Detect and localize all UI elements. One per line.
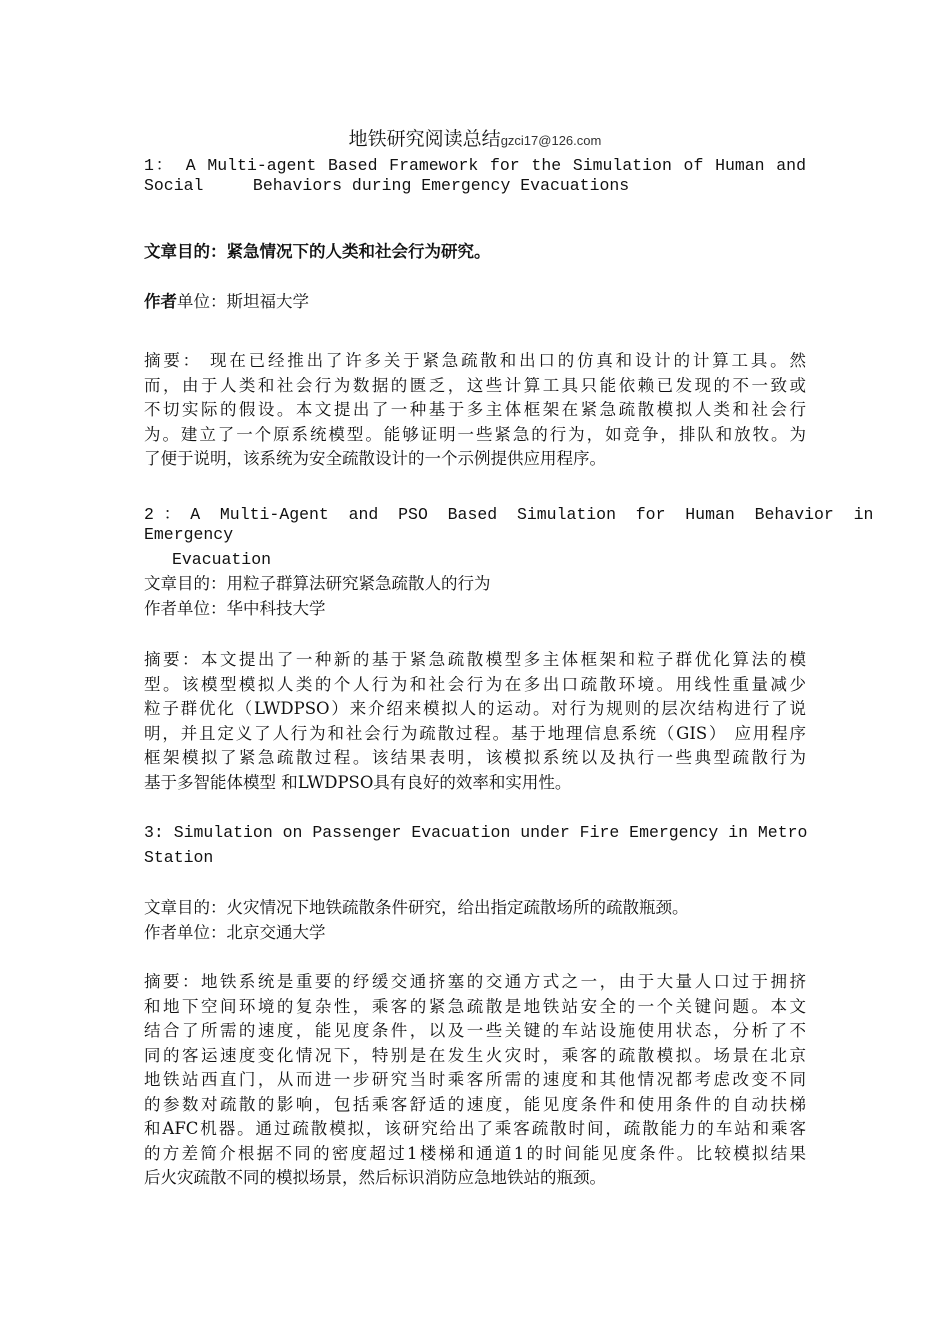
abstract-line: 而，由于人类和社会行为数据的匮乏，这些计算工具只能依赖已发现的不一致或 xyxy=(144,375,806,395)
abstract-line: 框架模拟了紧急疏散过程。该结果表明，该模拟系统以及执行一些典型疏散行为 xyxy=(144,748,806,767)
abstract-line: 型。该模型模拟人类的个人行为和社会行为在多出口疏散环境。用线性重量减少 xyxy=(144,674,806,694)
paper1-heading-line2: Social Behaviors during Emergency Evacuations xyxy=(144,176,630,195)
abstract-line: 同的客运速度变化情况下，特别是在发生火灾时，乘客的疏散模拟。场景在北京 xyxy=(144,1045,806,1065)
title-text: 地铁研究阅读总结 xyxy=(348,128,501,150)
abstract-line: 为。建立了一个原系统模型。能够证明一些紧急的行为，如竞争，排队和放牧。为 xyxy=(144,424,806,444)
abstract-line: 明，并且定义了人行为和社会行为疏散过程。基于地理信息系统（GIS） 应用程序 xyxy=(144,723,806,743)
abstract-line: 了便于说明，该系统为安全疏散设计的一个示例提供应用程序。 xyxy=(144,449,606,468)
abstract-line: 后火灾疏散不同的模拟场景，然后标识消防应急地铁站的瓶颈。 xyxy=(144,1168,606,1187)
abstract-line: 结合了所需的速度，能见度条件，以及一些关键的车站设施使用状态，分析了不 xyxy=(144,1021,806,1040)
paper1-abstract xyxy=(144,349,806,472)
paper1-author xyxy=(144,288,806,312)
abstract-line: 和地下空间环境的复杂性，乘客的紧急疏散是地铁站安全的一个关键问题。本文 xyxy=(144,996,806,1016)
paper1-purpose: 文章目的：紧急情况下的人类和社会行为研究。 xyxy=(144,242,491,261)
paper3-author: 作者单位：北京交通大学 xyxy=(144,923,326,942)
paper1-author-label: 作者 xyxy=(144,292,177,311)
paper1-heading-line1: 1： A Multi-agent Based Framework for the Simulation of Human and xyxy=(144,156,806,175)
paper3-heading-line1: 3: Simulation on Passenger Evacuation under Fire Emergency in Metro xyxy=(144,823,808,842)
abstract-line: 的参数对疏散的影响，包括乘客舒适的速度，能见度条件和使用条件的自动扶梯 xyxy=(144,1094,806,1114)
paper3-purpose: 文章目的：火灾情况下地铁疏散条件研究，给出指定疏散场所的疏散瓶颈。 xyxy=(144,898,689,917)
paper2-heading-line2: Emergency xyxy=(144,525,234,544)
abstract-line: 摘要： 现在已经推出了许多关于紧急疏散和出口的仿真和设计的计算工具。然 xyxy=(144,351,806,370)
abstract-line: 粒子群优化（LWDPSO）来介绍来模拟人的运动。对行为规则的层次结构进行了说 xyxy=(144,699,806,718)
abstract-line: 摘要：地铁系统是重要的纾缓交通挤塞的交通方式之一，由于大量人口过于拥挤 xyxy=(144,972,806,991)
abstract-line: 和AFC机器。通过疏散模拟，该研究给出了乘客疏散时间，疏散能力的车站和乘客 xyxy=(144,1119,806,1138)
paper2-author: 作者单位：华中科技大学 xyxy=(144,599,326,618)
paper3-abstract xyxy=(144,970,806,1191)
abstract-line: 的方差简介根据不同的密度超过1楼梯和通道1的时间能见度条件。比较模拟结果 xyxy=(144,1143,806,1163)
paper1-author-unit: 单位：斯坦福大学 xyxy=(177,292,309,311)
document-title xyxy=(144,124,806,151)
abstract-line: 不切实际的假设。本文提出了一种基于多主体框架在紧急疏散模拟人类和社会行 xyxy=(144,400,806,419)
author-email: gzci17@126.com xyxy=(500,133,602,148)
paper2-heading-line1: 2 ： A Multi-Agent and PSO Based Simulation for Human Behavior in xyxy=(144,505,874,524)
abstract-line: 摘要：本文提出了一种新的基于紧急疏散模型多主体框架和粒子群优化算法的模 xyxy=(144,650,806,669)
paper3-heading-line2: Station xyxy=(144,848,214,867)
abstract-line: 基于多智能体模型 和LWDPSO具有良好的效率和实用性。 xyxy=(144,772,572,792)
paper2-heading-line3: Evacuation xyxy=(172,550,272,569)
abstract-line: 地铁站西直门，从而进一步研究当时乘客所需的速度和其他情况都考虑改变不同 xyxy=(144,1070,806,1089)
paper2-purpose: 文章目的：用粒子群算法研究紧急疏散人的行为 xyxy=(144,574,491,593)
paper2-abstract xyxy=(144,648,806,795)
